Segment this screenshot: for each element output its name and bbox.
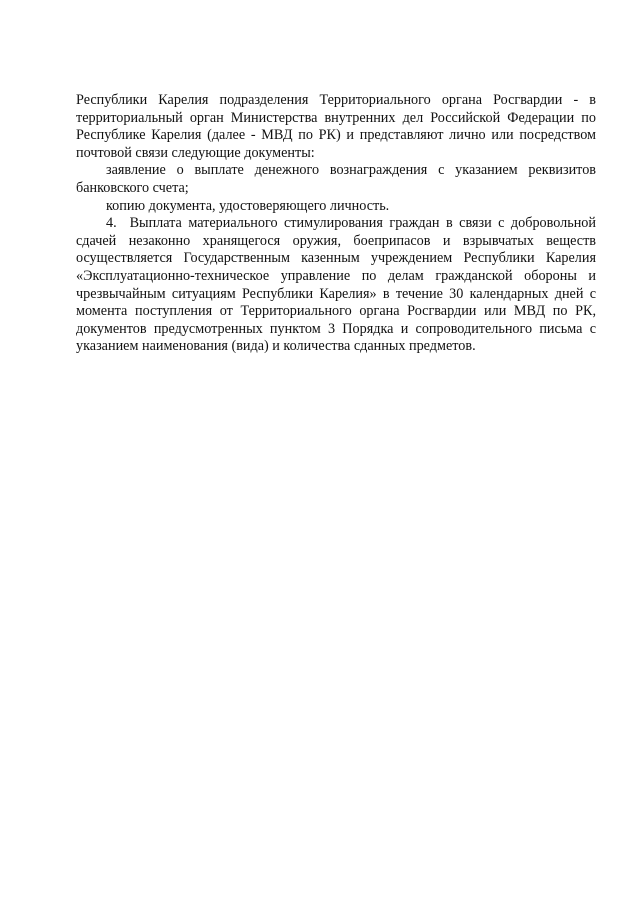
paragraph-application-item: заявление о выплате денежного вознаграждения с указанием реквизитов банковского счета;: [76, 162, 596, 196]
document-body: [76, 92, 596, 356]
paragraph-identity-item: копию документа, удостоверяющего личность.: [106, 197, 390, 214]
paragraph-continuation: Республики Карелия подразделения Территориального органа Росгвардии - в территориальный орган Министерства внутренних дел Российской Федерации по Республике Карелия (далее - МВД по РК) и представляют лично или посредством почтовой связи следующие документы:: [76, 92, 596, 161]
paragraph-clause-4: 4. Выплата материального стимулирования граждан в связи с добровольной сдачей незаконно хранящегося оружия, боеприпасов и взрывчатых веществ осуществляется Государственным казенным учреждением Республики Карелия «Эксплуатационно-техническое управление по делам гражданской обороны и чрезвычайным ситуациям Республики Карелия» в течение 30 календарных дней с момента поступления от Территориального органа Росгвардии или МВД по РК, документов предусмотренных пунктом 3 Порядка и сопроводительного письма с указанием наименования (вида) и количества сданных предметов.: [76, 215, 596, 355]
